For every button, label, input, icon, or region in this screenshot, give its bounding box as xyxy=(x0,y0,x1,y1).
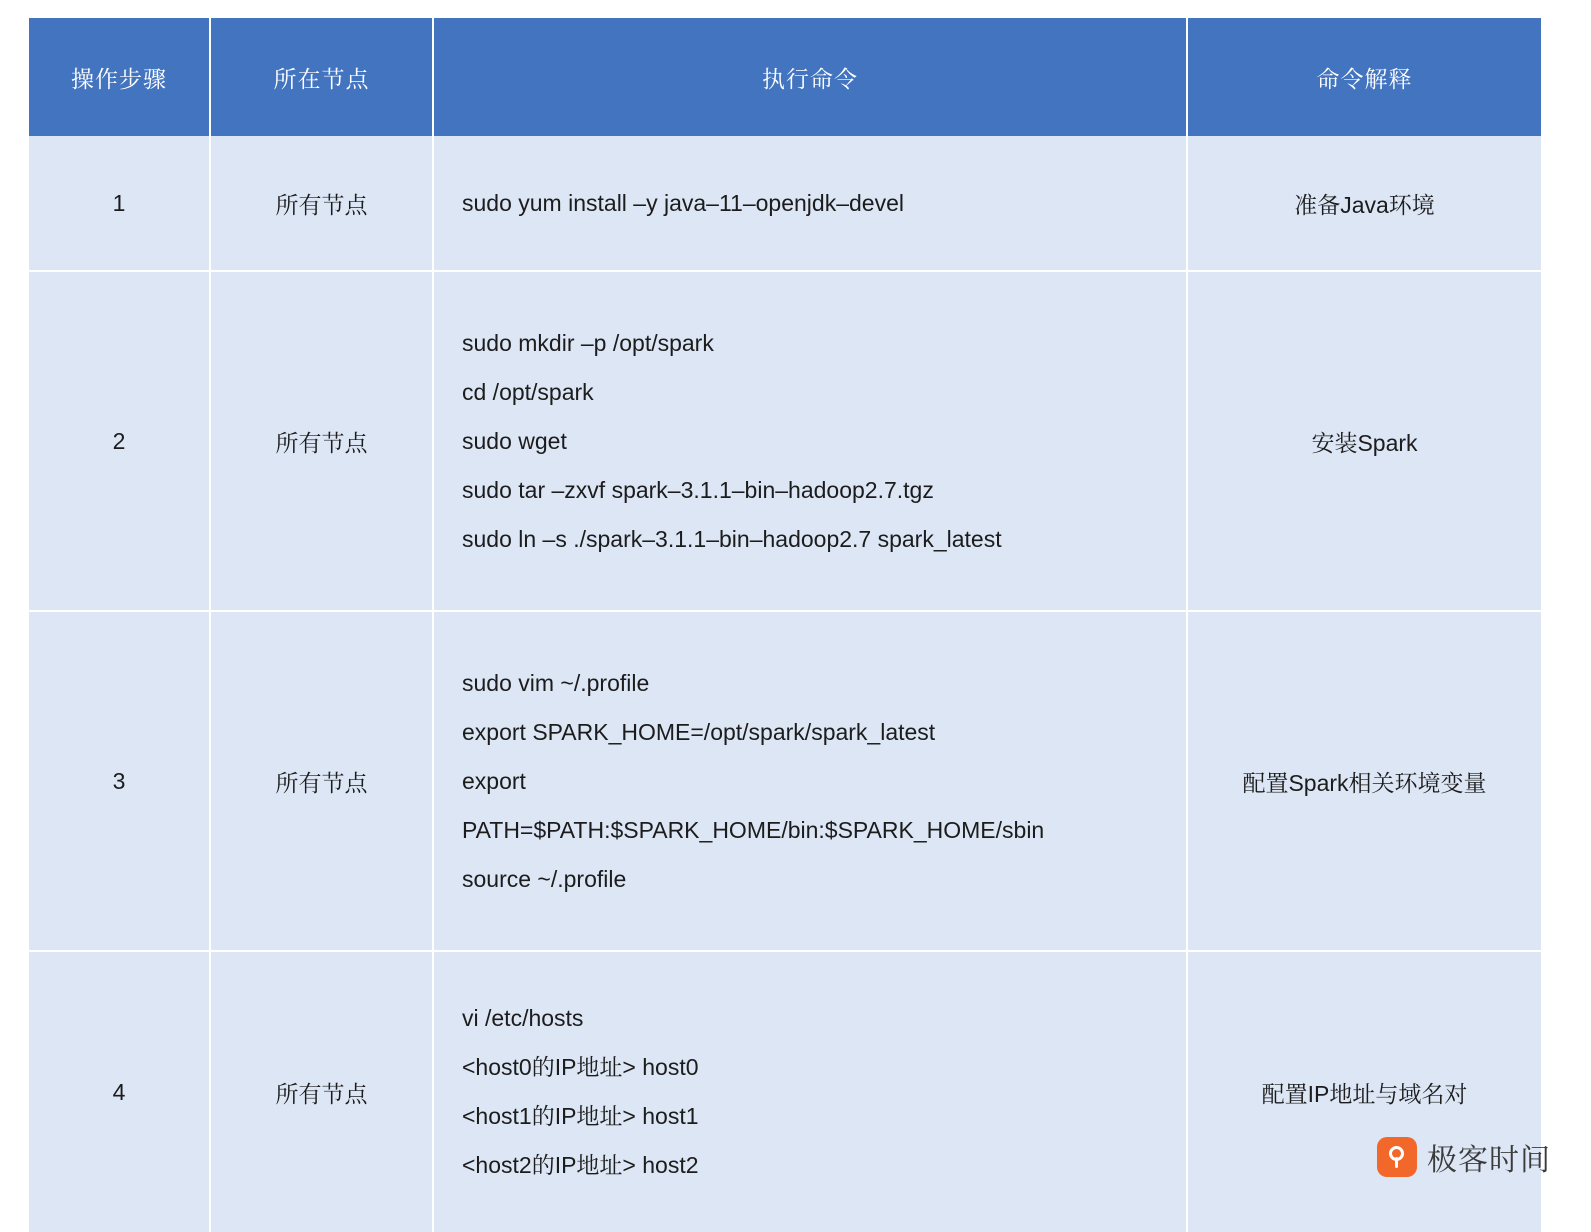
cell-command xyxy=(433,611,1187,951)
steps-table-container xyxy=(29,18,1541,1232)
cell-step: 2 xyxy=(29,271,210,611)
cell-node: 所有节点 xyxy=(210,951,433,1232)
cell-explanation: 配置Spark相关环境变量 xyxy=(1187,611,1541,951)
table-row xyxy=(29,611,1541,951)
cell-node: 所有节点 xyxy=(210,136,433,271)
brand-watermark xyxy=(1377,1135,1551,1179)
table-row xyxy=(29,136,1541,271)
geek-time-logo-icon xyxy=(1377,1137,1417,1177)
column-header-command: 执行命令 xyxy=(433,18,1187,136)
cell-command xyxy=(433,271,1187,611)
command-line: export xyxy=(462,767,526,794)
command-line: source ~/.profile xyxy=(462,865,627,892)
command-line: sudo vim ~/.profile xyxy=(462,669,650,696)
cell-step: 4 xyxy=(29,951,210,1232)
column-header-step: 操作步骤 xyxy=(29,18,210,136)
cell-command xyxy=(433,951,1187,1232)
cell-explanation: 准备Java环境 xyxy=(1187,136,1541,271)
command-line: <host1的IP地址> host1 xyxy=(462,1103,699,1129)
header-row xyxy=(29,18,1541,136)
steps-table xyxy=(29,18,1541,1232)
command-line: <host0的IP地址> host0 xyxy=(462,1054,699,1080)
cell-command xyxy=(433,136,1187,271)
command-line: sudo ln –s ./spark–3.1.1–bin–hadoop2.7 spark_latest xyxy=(462,525,1002,552)
cell-explanation: 安装Spark xyxy=(1187,271,1541,611)
command-line: sudo wget xyxy=(462,427,567,454)
command-line: <host2的IP地址> host2 xyxy=(462,1152,699,1178)
command-line: sudo yum install –y java–11–openjdk–devel xyxy=(462,189,904,216)
brand-name: 极客时间 xyxy=(1427,1144,1551,1177)
command-line: cd /opt/spark xyxy=(462,378,594,405)
command-line: PATH=$PATH:$SPARK_HOME/bin:$SPARK_HOME/sbin xyxy=(462,816,1045,843)
cell-node: 所有节点 xyxy=(210,611,433,951)
command-line: sudo mkdir –p /opt/spark xyxy=(462,329,714,356)
command-line: vi /etc/hosts xyxy=(462,1005,584,1031)
command-line: sudo tar –zxvf spark–3.1.1–bin–hadoop2.7.tgz xyxy=(462,476,934,503)
cell-explanation: 配置IP地址与域名对 xyxy=(1187,951,1541,1232)
table-body xyxy=(29,136,1541,1232)
table-row xyxy=(29,271,1541,611)
command-line: export SPARK_HOME=/opt/spark/spark_latest xyxy=(462,718,936,745)
cell-node: 所有节点 xyxy=(210,271,433,611)
table-header xyxy=(29,18,1541,136)
column-header-explanation: 命令解释 xyxy=(1187,18,1541,136)
cell-step: 1 xyxy=(29,136,210,271)
cell-step: 3 xyxy=(29,611,210,951)
column-header-node: 所在节点 xyxy=(210,18,433,136)
table-row xyxy=(29,951,1541,1232)
